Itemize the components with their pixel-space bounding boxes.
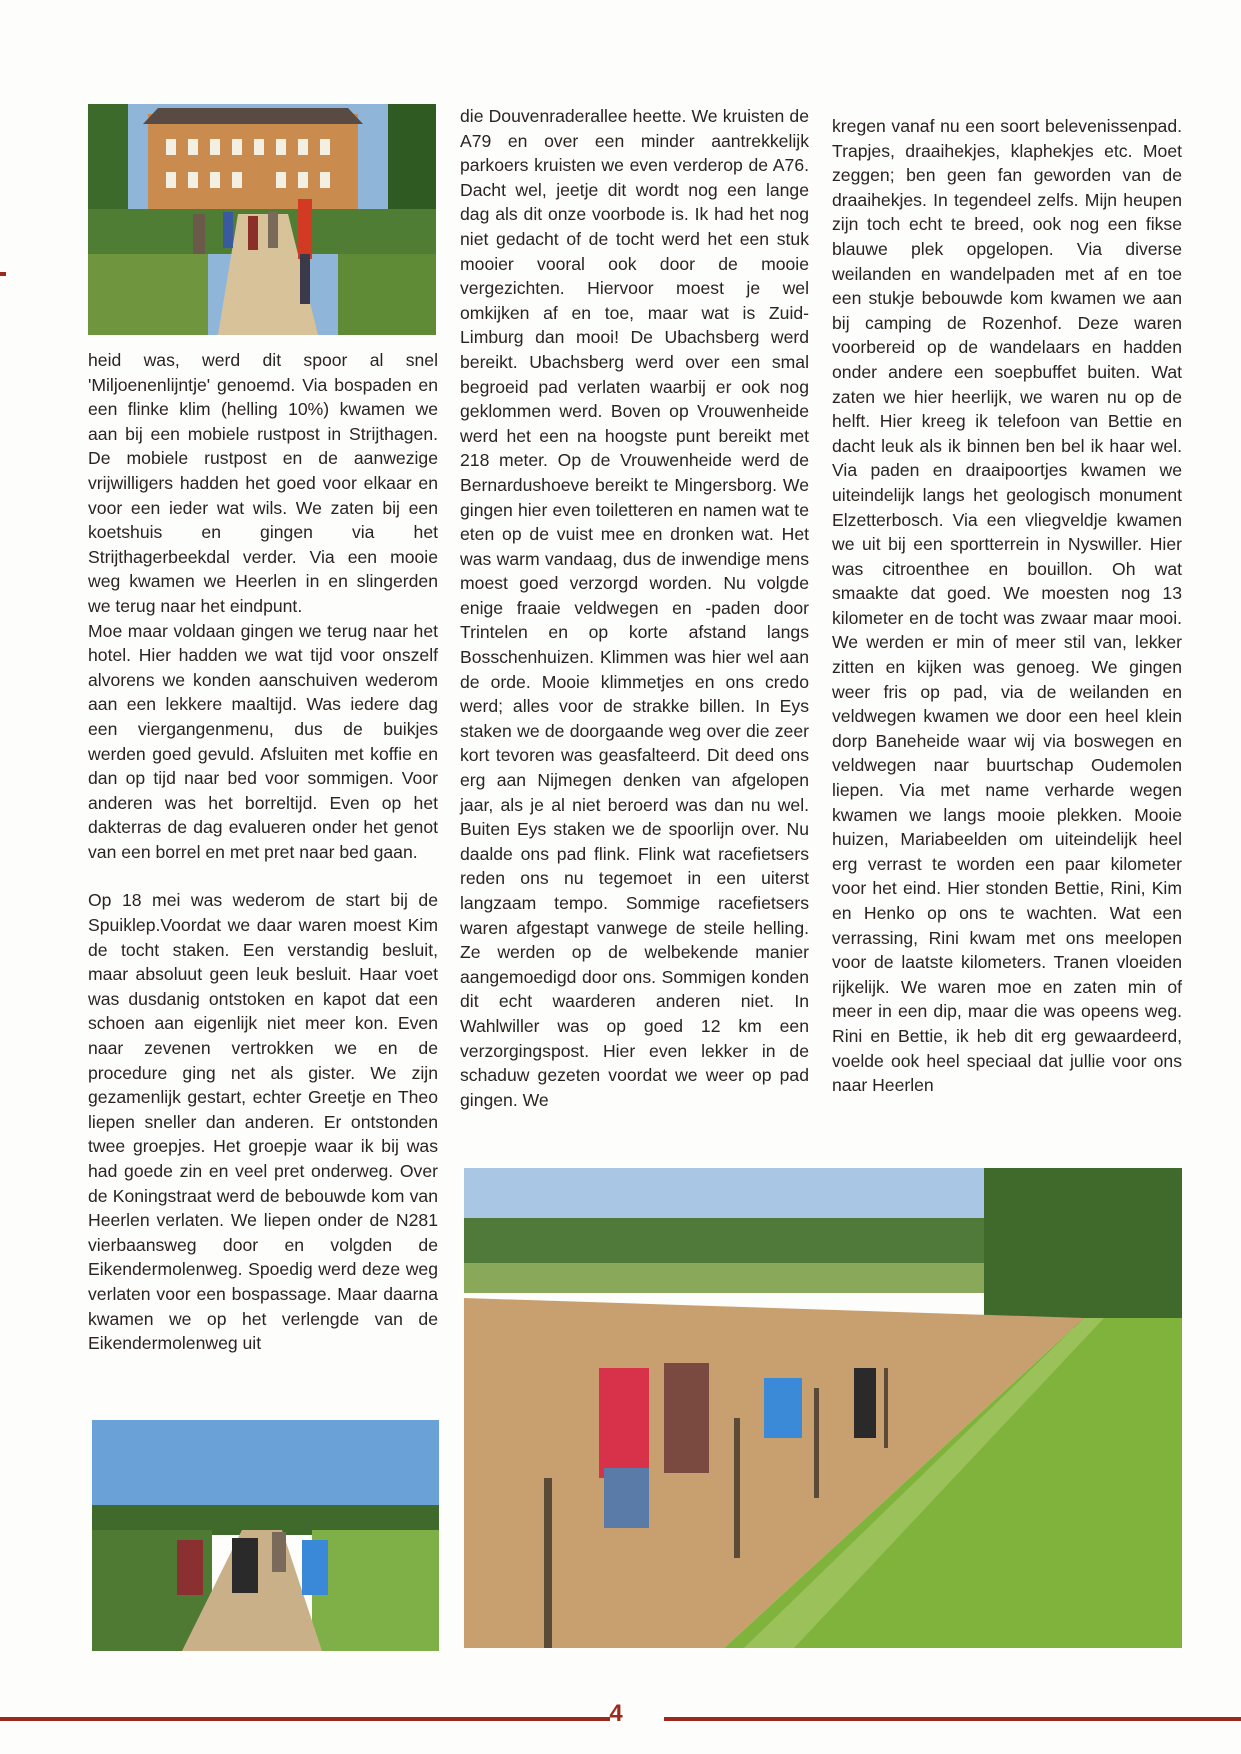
paragraph: heid was, werd dit spoor al snel 'Miljoenenlijntje' genoemd. Via bospaden en een flinke klim (helling 10%) kwamen we aan bij een mobiele rustpost in Strijthagen. De mobiele rustpost en de aanwezige vrijwilligers hadden het goed voor elkaar en voor een ieder wat wils. We zaten bij een koetshuis en gingen via het Strijthagerbeekdal verder. Via een mooie weg kwamen we Heerlen in en slingerden we terug naar het eindpunt. (88, 350, 438, 616)
column-3 (832, 114, 1182, 1098)
paragraph: Op 18 mei was wederom de start bij de Spuiklep.Voordat we daar waren moest Kim de tocht staken. Een verstandig besluit, maar absoluut geen leuk besluit. Haar voet was dusdanig ontstoken en kapot dat een schoen aan eigenlijk niet meer kon. Even naar zevenen vertrokken we en de procedure ging net als gister. We zijn gezamenlijk gestart, echter Greetje en Theo liepen sneller dan anderen. Er ontstonden twee groepjes. Het groepje waar ik bij was had goede zin en veel pret onderweg. Over de Koningstraat werd de bebouwde kom van Heerlen verlaten. We liepen onder de N281 vierbaansweg door en volgden de Eikendermolenweg. Spoedig werd deze weg verlaten voor een bospassage. Maar daarna kwamen we op het verlengde van de Eikendermolenweg uit (88, 890, 438, 1354)
photo-castle-walkers (88, 104, 436, 335)
paragraph: Moe maar voldaan gingen we terug naar het hotel. Hier hadden we wat tijd voor onszelf alvorens we konden aanschuiven wederom aan een lekkere maaltijd. Was iedere dag een viergangenmenu, dus de buikjes werden goed gevuld. Afsluiten met koffie en dan op tijd naar bed voor sommigen. Voor anderen was het borreltijd. Even op het dakterras de dag evalueren onder het genot van een borrel en met pret naar bed gaan. (88, 620, 438, 862)
column-2 (460, 104, 809, 1112)
photo-path-walkers (92, 1420, 439, 1651)
column-1 (88, 348, 438, 1356)
paragraph: kregen vanaf nu een soort belevenissenpad. Trapjes, draaihekjes, klaphekjes etc. Moet zeggen; ben geen fan geworden van de draaihekjes. In tegendeel zelfs. Mijn heupen zijn toch echt te breed, ook nog een fikse blauwe plek opgelopen. Via diverse weilanden en wandelpaden met af en toe een stukje bebouwde kom kwamen we aan bij camping de Rozenhof. Deze waren voorbereid op de wandelaars en hadden onder andere een soepbuffet buiten. Wat zaten we hier heerlijk, we waren nu op de helft. Hier kreeg ik telefoon van Bettie en dacht leuk als ik binnen ben bel ik haar wel. Via paden en draaipoortjes kwamen we uiteindelijk langs het geologisch monument Elzetterbosch. Via een vliegveldje kwamen we uit bij een sportterrein in Nyswiller. Hier was citroenthee en bouillon. Oh wat smaakte dat goed. We moesten nog 13 kilometer en de tocht was zwaar maar mooi. We werden er min of meer stil van, lekker zitten en kijken was genoeg. We gingen weer fris op pad, via de weilanden en veldwegen kwamen we door een heel klein dorp Baneheide waar wij via boswegen en veldwegen naar buurtschap Oudemolen liepen. Via met name verharde wegen kwamen we langs mooie plekken. Mooie huizen, Mariabeelden om uiteindelijk heel erg verrast te worden een paar kilometer voor het eind. Hier stonden Bettie, Rini, Kim en Henko op ons te wachten. Wat een verrassing, Rini kwam met ons meelopen voor de laatste kilometers. Tranen vloeiden rijkelijk. We waren moe en zaten min of meer in een dip, maar die was opeens weg. Rini en Bettie, ik heb dit erg gewaardeerd, voelde ook heel speciaal dat jullie voor ons naar Heerlen (832, 116, 1182, 1096)
page-number: 4 (609, 1700, 623, 1727)
margin-mark (0, 272, 6, 276)
paragraph: die Douvenraderallee heette. We kruisten de A79 en over een minder aantrekkelijk parkoers kruisten we even verderop de A76. Dacht wel, jeetje dit wordt nog een lange dag als dit onze voorbode is. Ik had het nog niet gedacht of de tocht werd het een stuk mooier vooral ook door de mooie vergezichten. Hiervoor moest je wel omkijken af en toe, maar wat is Zuid-Limburg dan mooi! De Ubachsberg werd bereikt. Ubachsberg werd over een smal begroeid pad verlaten waarbij er ook nog geklommen werd. Boven op Vrouwenheide werd het een na hoogste punt bereikt met 218 meter. Op de Vrouwenheide werd de Bernardushoeve bereikt te Mingersborg. We gingen hier even toiletteren en namen wat te eten op de vuist mee en dronken wat. Het was warm vandaag, dus de inwendige mens moest goed verzorgd worden. Nu volgde enige fraaie veldwegen en -paden door Trintelen en op korte afstand langs Bosschenhuizen. Klimmen was hier wel aan de orde. Mooie klimmetjes en ons credo werd; alles voor de strakke billen. In Eys staken we de doorgaande weg over die zeer kort tevoren was geasfalteerd. Dit deed ons erg aan Nijmegen denken van afgelopen jaar, als je al niet beroerd was dan nu wel. Buiten Eys staken we de spoorlijn over. Nu daalde ons pad flink. Flink wat racefietsers reden ons nu tegemoet in een uiterst langzaam tempo. Sommige racefietsers waren afgestapt vanwege de steile helling. Ze werden op de welbekende manier aangemoedigd door ons. Sommigen konden dit echt waarderen anderen niet. In Wahlwiller was op goed 12 km een verzorgingspost. Hier even lekker in de schaduw gezeten voordat we weer op pad gingen. We (460, 106, 809, 1110)
footer-rule-right (664, 1717, 1241, 1721)
footer-rule-left (0, 1717, 610, 1721)
photo-field-walkers (464, 1168, 1182, 1648)
